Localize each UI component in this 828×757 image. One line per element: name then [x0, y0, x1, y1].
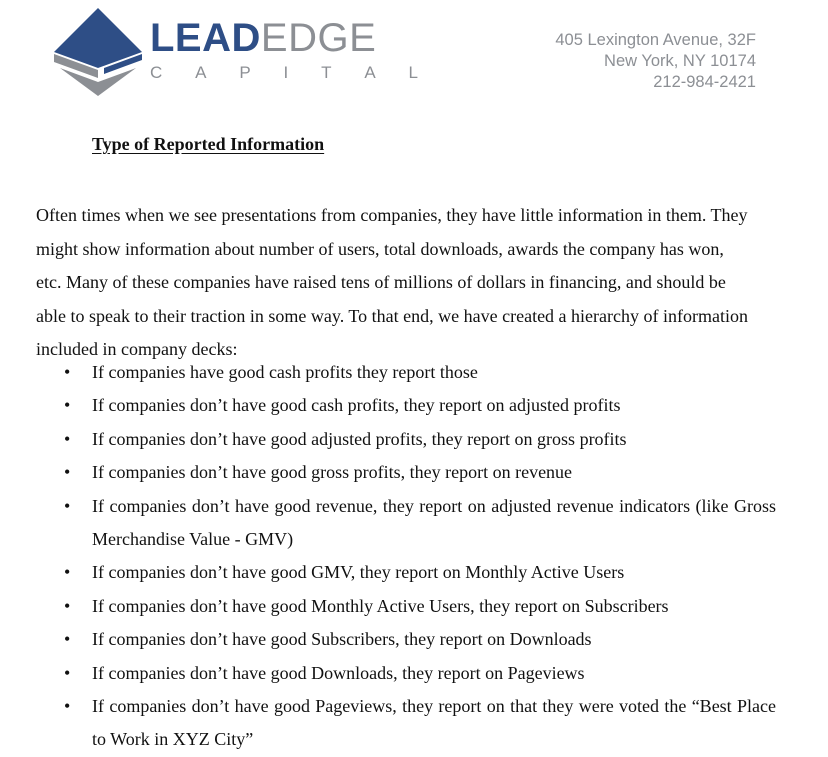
intro-line: Often times when we see presentations from companies, they have little information in them. They	[36, 205, 748, 225]
intro-line: able to speak to their traction in some way. To that end, we have created a hierarchy of information	[36, 305, 748, 326]
list-item	[36, 389, 776, 422]
bullet-icon: •	[64, 495, 71, 516]
list-item	[36, 423, 776, 456]
logo-subtitle-letter: C	[150, 63, 163, 82]
list-item-text: If companies don’t have good Downloads, they report on Pageviews	[92, 662, 585, 683]
logo-subtitle-letter: I	[283, 63, 289, 82]
list-item-text: If companies don’t have good gross profits, they report on revenue	[92, 462, 573, 483]
bullet-icon: •	[64, 562, 71, 583]
intro-line: etc. Many of these companies have raised tens of millions of dollars in financing, and should be	[36, 272, 726, 292]
logo-wordmark	[150, 18, 376, 58]
list-item	[36, 490, 776, 557]
list-item-text: If companies don’t have good cash profits, they report on adjusted profits	[92, 395, 621, 416]
list-item	[36, 590, 776, 623]
bullet-icon: •	[64, 595, 71, 616]
bullet-icon: •	[64, 428, 71, 449]
list-item	[36, 657, 776, 690]
list-item-text: If companies don’t have good revenue, they report on adjusted revenue indicators (like Gross Merchandise Value - GMV)	[92, 495, 776, 550]
list-item	[36, 623, 776, 656]
address-street: 405 Lexington Avenue, 32F	[555, 31, 756, 49]
list-item	[36, 690, 776, 757]
list-item-text: If companies don’t have good adjusted profits, they report on gross profits	[92, 428, 627, 449]
bullet-icon: •	[64, 462, 71, 483]
bullet-icon: •	[64, 696, 71, 717]
document-title: Type of Reported Information	[92, 134, 325, 154]
logo-subtitle-letter: T	[321, 63, 332, 82]
logo-subtitle	[150, 64, 418, 81]
bullet-icon: •	[64, 395, 71, 416]
reporting-hierarchy-list	[36, 356, 776, 757]
intro-paragraph	[36, 199, 776, 367]
address-phone: 212-984-2421	[653, 73, 756, 91]
list-item	[36, 456, 776, 489]
bullet-icon: •	[64, 662, 71, 683]
list-item	[36, 556, 776, 589]
company-logo	[52, 8, 418, 98]
list-item-text: If companies have good cash profits they report those	[92, 362, 478, 382]
list-item-text: If companies don’t have good Pageviews, they report on that they were voted the “Best Place to Work in XYZ City”	[92, 696, 776, 750]
logo-subtitle-letter: A	[364, 63, 376, 82]
list-item-text: If companies don’t have good GMV, they report on Monthly Active Users	[92, 562, 625, 583]
company-address	[555, 30, 756, 93]
list-item-text: If companies don’t have good Monthly Active Users, they report on Subscribers	[92, 595, 669, 616]
logo-subtitle-letter: L	[408, 63, 418, 82]
logo-word-edge: EDGE	[260, 16, 377, 60]
diamond-logo-icon	[52, 8, 144, 98]
intro-line: included in company decks:	[36, 339, 238, 359]
intro-line: might show information about number of users, total downloads, awards the company has won,	[36, 238, 724, 259]
logo-subtitle-letter: A	[195, 63, 207, 82]
list-item-text: If companies don’t have good Subscribers, they report on Downloads	[92, 629, 592, 650]
bullet-icon: •	[64, 362, 71, 382]
list-item	[36, 356, 776, 389]
logo-word-lead: LEAD	[150, 16, 261, 60]
logo-subtitle-letter: P	[239, 63, 251, 82]
address-city: New York, NY 10174	[604, 52, 756, 70]
bullet-icon: •	[64, 629, 71, 650]
